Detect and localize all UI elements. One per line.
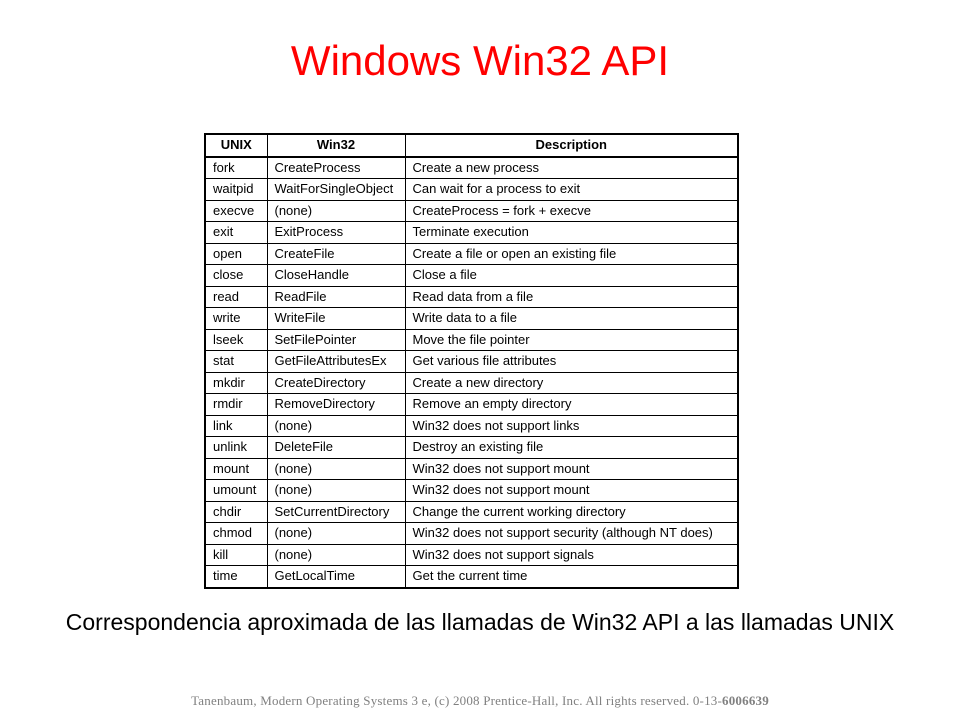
cell-win32-call: GetFileAttributesEx — [267, 351, 405, 373]
table-row — [205, 501, 738, 523]
table-row — [205, 222, 738, 244]
cell-description: Read data from a file — [405, 286, 738, 308]
cell-unix-call: rmdir — [205, 394, 267, 416]
cell-win32-call: RemoveDirectory — [267, 394, 405, 416]
cell-unix-call: chdir — [205, 501, 267, 523]
cell-unix-call: close — [205, 265, 267, 287]
cell-win32-call: SetFilePointer — [267, 329, 405, 351]
table-body — [205, 157, 738, 588]
cell-unix-call: fork — [205, 157, 267, 179]
table-row — [205, 415, 738, 437]
cell-description: Remove an empty directory — [405, 394, 738, 416]
table-row — [205, 243, 738, 265]
cell-description: Write data to a file — [405, 308, 738, 330]
cell-unix-call: stat — [205, 351, 267, 373]
cell-win32-call: (none) — [267, 458, 405, 480]
table-row — [205, 458, 738, 480]
cell-description: Win32 does not support mount — [405, 480, 738, 502]
cell-win32-call: (none) — [267, 415, 405, 437]
cell-win32-call: WaitForSingleObject — [267, 179, 405, 201]
cell-description: Terminate execution — [405, 222, 738, 244]
table-row — [205, 372, 738, 394]
table-row — [205, 286, 738, 308]
cell-win32-call: CloseHandle — [267, 265, 405, 287]
cell-win32-call: CreateProcess — [267, 157, 405, 179]
cell-unix-call: exit — [205, 222, 267, 244]
table-header-row — [205, 134, 738, 157]
cell-win32-call: CreateFile — [267, 243, 405, 265]
header-win32: Win32 — [267, 134, 405, 157]
cell-description: Win32 does not support links — [405, 415, 738, 437]
cell-description: Get various file attributes — [405, 351, 738, 373]
cell-unix-call: kill — [205, 544, 267, 566]
cell-description: Can wait for a process to exit — [405, 179, 738, 201]
cell-description: Create a new directory — [405, 372, 738, 394]
table-row — [205, 566, 738, 588]
table-row — [205, 200, 738, 222]
cell-unix-call: unlink — [205, 437, 267, 459]
cell-win32-call: ExitProcess — [267, 222, 405, 244]
slide-caption: Correspondencia aproximada de las llamadas de Win32 API a las llamadas UNIX — [65, 609, 895, 635]
cell-description: Win32 does not support security (although NT does) — [405, 523, 738, 545]
cell-win32-call: (none) — [267, 200, 405, 222]
cell-description: Create a new process — [405, 157, 738, 179]
cell-unix-call: waitpid — [205, 179, 267, 201]
cell-unix-call: read — [205, 286, 267, 308]
table-row — [205, 351, 738, 373]
cell-win32-call: DeleteFile — [267, 437, 405, 459]
cell-unix-call: umount — [205, 480, 267, 502]
header-description: Description — [405, 134, 738, 157]
footer-isbn-end: 6006639 — [722, 693, 769, 708]
cell-description: Close a file — [405, 265, 738, 287]
cell-unix-call: link — [205, 415, 267, 437]
cell-unix-call: lseek — [205, 329, 267, 351]
cell-win32-call: (none) — [267, 523, 405, 545]
cell-unix-call: execve — [205, 200, 267, 222]
cell-win32-call: GetLocalTime — [267, 566, 405, 588]
cell-description: Move the file pointer — [405, 329, 738, 351]
cell-description: Change the current working directory — [405, 501, 738, 523]
table-row — [205, 265, 738, 287]
cell-description: Win32 does not support signals — [405, 544, 738, 566]
table-row — [205, 523, 738, 545]
cell-unix-call: write — [205, 308, 267, 330]
table-row — [205, 308, 738, 330]
slide-title: Windows Win32 API — [290, 37, 670, 84]
table-row — [205, 394, 738, 416]
copyright-footer — [0, 693, 960, 709]
cell-win32-call: (none) — [267, 544, 405, 566]
api-table-container — [204, 133, 737, 589]
table-row — [205, 480, 738, 502]
cell-unix-call: chmod — [205, 523, 267, 545]
cell-win32-call: ReadFile — [267, 286, 405, 308]
cell-win32-call: CreateDirectory — [267, 372, 405, 394]
cell-unix-call: mkdir — [205, 372, 267, 394]
cell-unix-call: time — [205, 566, 267, 588]
header-unix: UNIX — [205, 134, 267, 157]
cell-description: Destroy an existing file — [405, 437, 738, 459]
cell-win32-call: WriteFile — [267, 308, 405, 330]
cell-description: Create a file or open an existing file — [405, 243, 738, 265]
cell-unix-call: mount — [205, 458, 267, 480]
table-row — [205, 437, 738, 459]
cell-description: CreateProcess = fork + execve — [405, 200, 738, 222]
cell-win32-call: SetCurrentDirectory — [267, 501, 405, 523]
table-row — [205, 544, 738, 566]
footer-text: Tanenbaum, Modern Operating Systems 3 e, (c) 2008 Prentice-Hall, Inc. All rights reserved. 0-13- — [191, 693, 723, 708]
cell-description: Get the current time — [405, 566, 738, 588]
table-row — [205, 179, 738, 201]
cell-description: Win32 does not support mount — [405, 458, 738, 480]
table-row — [205, 157, 738, 179]
cell-unix-call: open — [205, 243, 267, 265]
table-row — [205, 329, 738, 351]
cell-win32-call: (none) — [267, 480, 405, 502]
api-correspondence-table — [204, 133, 739, 589]
